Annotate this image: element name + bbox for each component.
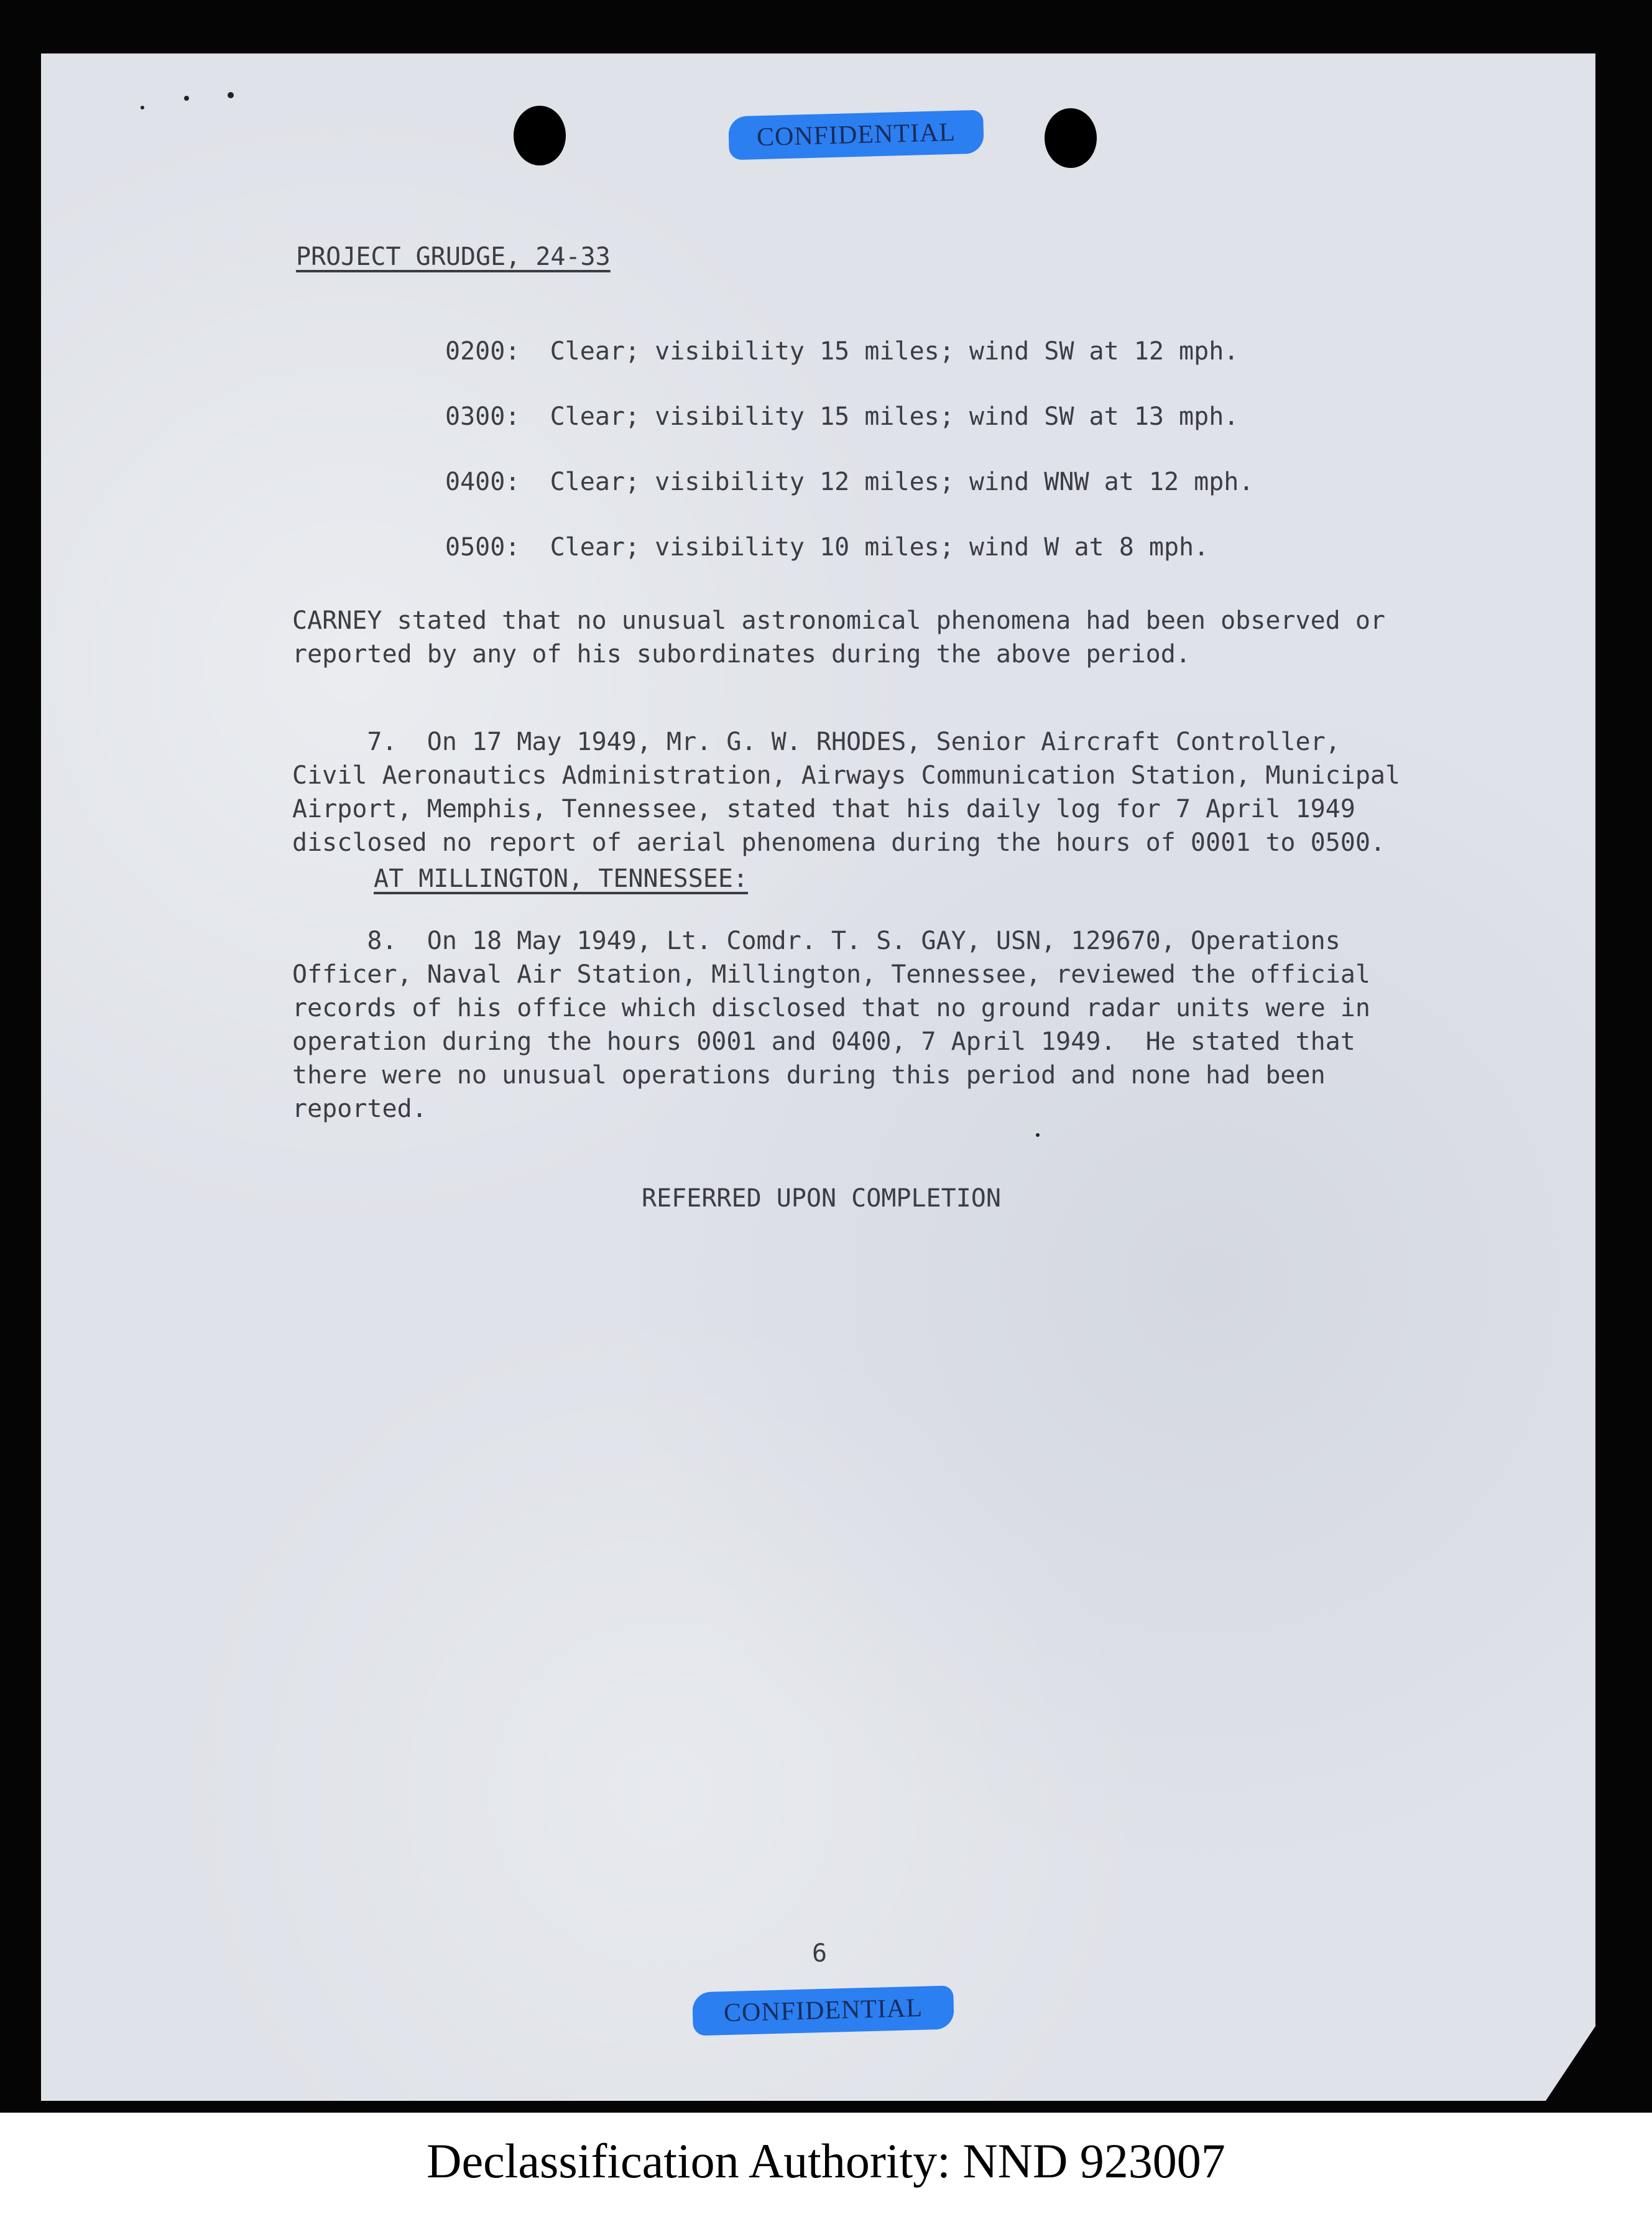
declassification-caption: Declassification Authority: NND 923007: [427, 2134, 1225, 2188]
paper-corner-curl: [1546, 2026, 1595, 2101]
confidential-stamp-top: [728, 110, 984, 160]
paragraph-line: disclosed no report of aerial phenomena during the hours of 0001 to 0500.: [292, 828, 1385, 857]
punch-hole-right: [1045, 108, 1097, 168]
paragraph-line: there were no unusual operations during this period and none had been: [292, 1061, 1326, 1090]
paper-speck: [228, 92, 234, 98]
paper-speck: [141, 106, 144, 109]
paper-speck: [1036, 1133, 1040, 1137]
paragraph-line: CARNEY stated that no unusual astronomical phenomena had been observed or: [292, 606, 1385, 635]
weather-text: Clear; visibility 10 miles; wind W at 8 mph.: [550, 533, 1209, 562]
weather-entry: [445, 465, 1253, 499]
confidential-stamp-top-text: CONFIDENTIAL: [756, 118, 956, 152]
weather-time: 0200:: [445, 337, 520, 366]
paragraph-line: 7. On 17 May 1949, Mr. G. W. RHODES, Senior Aircraft Controller,: [292, 728, 1341, 756]
paragraph-line: operation during the hours 0001 and 0400, 7 April 1949. He stated that: [292, 1027, 1355, 1056]
page-number: 6: [812, 1939, 828, 1968]
punch-hole-left: [514, 106, 566, 165]
document-header: PROJECT GRUDGE, 24-33: [296, 243, 611, 271]
confidential-stamp-bottom: [692, 1986, 954, 2036]
paragraph-line: Officer, Naval Air Station, Millington, Tennessee, reviewed the official: [292, 960, 1370, 989]
weather-entry: [445, 335, 1239, 368]
paragraph-line: 8. On 18 May 1949, Lt. Comdr. T. S. GAY, USN, 129670, Operations: [292, 927, 1341, 955]
weather-entry: [445, 400, 1239, 433]
paragraph-line: reported.: [292, 1095, 427, 1123]
paragraph-line: reported by any of his subordinates during the above period.: [292, 640, 1191, 669]
confidential-stamp-bottom-text: CONFIDENTIAL: [723, 1993, 923, 2028]
weather-time: 0300:: [445, 402, 520, 431]
closing-line: REFERRED UPON COMPLETION: [642, 1184, 1001, 1213]
paragraph-line: Airport, Memphis, Tennessee, stated that his daily log for 7 April 1949: [292, 795, 1355, 823]
weather-text: Clear; visibility 15 miles; wind SW at 12 mph.: [550, 337, 1239, 366]
weather-text: Clear; visibility 12 miles; wind WNW at 12 mph.: [550, 468, 1254, 496]
section-heading: AT MILLINGTON, TENNESSEE:: [374, 864, 749, 893]
paper-speck: [184, 96, 189, 101]
weather-text: Clear; visibility 15 miles; wind SW at 13 mph.: [550, 402, 1239, 431]
weather-time: 0500:: [445, 533, 520, 562]
paragraph-line: records of his office which disclosed that no ground radar units were in: [292, 994, 1370, 1022]
weather-entry: [445, 530, 1209, 564]
paragraph-line: Civil Aeronautics Administration, Airways Communication Station, Municipal: [292, 761, 1401, 790]
document-page: [41, 53, 1595, 2101]
weather-time: 0400:: [445, 468, 520, 496]
